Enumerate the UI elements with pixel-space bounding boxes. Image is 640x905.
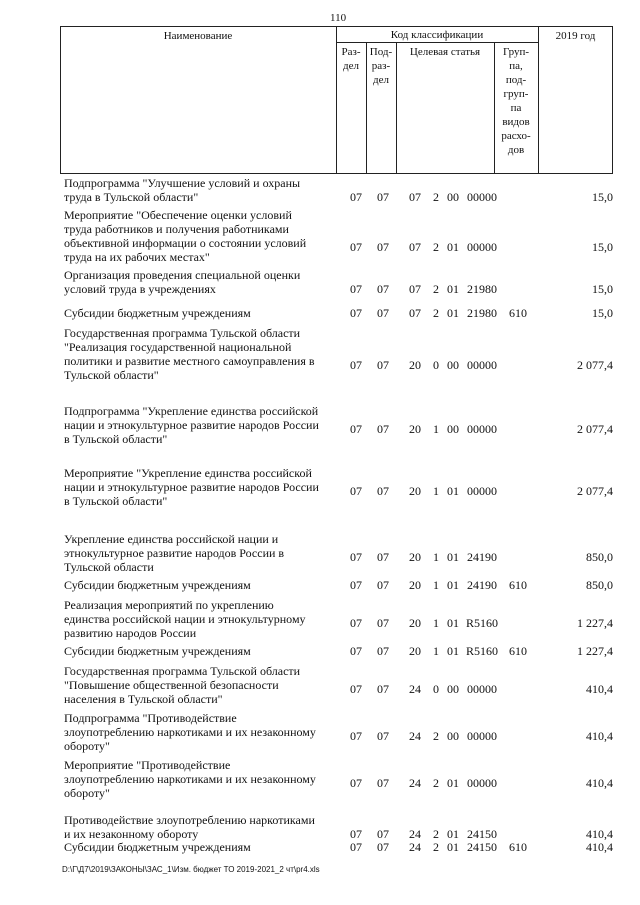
table-row (60, 326, 613, 382)
row-sum: 2 077,4 (577, 358, 613, 372)
row-code-pr: 07 (377, 422, 389, 436)
row-code-c2: 2 (433, 840, 439, 854)
row-code-c1: 07 (409, 240, 421, 254)
row-code-c2: 1 (433, 616, 439, 630)
row-code-vr: 610 (509, 840, 527, 854)
row-code-c3: 00 (447, 422, 459, 436)
row-code-pr: 07 (377, 578, 389, 592)
row-code-pr: 07 (377, 358, 389, 372)
row-name-line: Подпрограмма "Противодействие (64, 711, 237, 725)
row-name (64, 664, 332, 706)
row-code-c1: 07 (409, 190, 421, 204)
row-name-line: политики и развитие местного самоуправления в (64, 354, 315, 368)
table-row (60, 208, 613, 264)
header-code: Код классификации (390, 29, 484, 41)
row-name-line: и их незаконному обороту (64, 827, 199, 841)
row-sum: 850,0 (586, 550, 613, 564)
row-name-line: "Реализация государственной национальной (64, 340, 292, 354)
row-code-r: 07 (350, 827, 362, 841)
row-name-line: Тульской области (64, 560, 154, 574)
row-name-line: в Тульской области" (64, 494, 168, 508)
row-name-line: труда в Тульской области" (64, 190, 199, 204)
table-row (60, 176, 613, 204)
row-code-c4: 24150 (467, 827, 497, 841)
row-code-c3: 01 (447, 616, 459, 630)
row-code-c1: 20 (409, 550, 421, 564)
row-code-pr: 07 (377, 776, 389, 790)
row-sum: 410,4 (586, 776, 613, 790)
row-name-line: объективной информации о состоянии условий (64, 236, 307, 250)
row-code-c3: 01 (447, 776, 459, 790)
row-code-c4: 24190 (467, 550, 497, 564)
row-code-r: 07 (350, 616, 362, 630)
row-code-c2: 1 (433, 550, 439, 564)
table-row (60, 758, 613, 800)
row-code-c4: R5160 (465, 644, 498, 658)
row-name (64, 466, 332, 508)
table-row (60, 813, 613, 841)
row-code-c1: 20 (409, 644, 421, 658)
row-code-c3: 00 (447, 190, 459, 204)
row-code-c2: 2 (433, 190, 439, 204)
row-name (64, 813, 332, 841)
row-code-c1: 24 (409, 776, 421, 790)
row-sum: 15,0 (592, 240, 613, 254)
row-code-r: 07 (350, 484, 362, 498)
row-code-c1: 24 (409, 840, 421, 854)
row-code-c4: 24190 (467, 578, 497, 592)
table-row (60, 598, 613, 640)
row-code-c4: 00000 (467, 422, 497, 436)
row-code-c4: R5160 (465, 616, 498, 630)
row-code-c1: 20 (409, 578, 421, 592)
row-name-line: нации и этнокультурное развитие народов России (64, 480, 319, 494)
row-code-c4: 00000 (467, 484, 497, 498)
row-name-line: Укрепление единства российской нации и (64, 532, 279, 546)
row-sum: 15,0 (592, 190, 613, 204)
row-code-c3: 01 (447, 827, 459, 841)
row-name-line: Субсидии бюджетным учреждениям (64, 840, 251, 854)
row-code-r: 07 (350, 306, 362, 320)
row-code-c1: 24 (409, 729, 421, 743)
row-name (64, 176, 332, 204)
row-code-pr: 07 (377, 240, 389, 254)
table-row (60, 664, 613, 706)
row-code-c3: 01 (447, 282, 459, 296)
row-code-c4: 00000 (467, 776, 497, 790)
row-sum: 2 077,4 (577, 422, 613, 436)
row-name-line: населения в Тульской области" (64, 692, 223, 706)
table-row (60, 466, 613, 508)
row-name-line: Подпрограмма "Укрепление единства российской (64, 404, 319, 418)
row-code-c2: 2 (433, 240, 439, 254)
row-code-r: 07 (350, 682, 362, 696)
row-name-line: труда работников и получения работниками (64, 222, 289, 236)
row-sum: 410,4 (586, 827, 613, 841)
row-code-pr: 07 (377, 190, 389, 204)
table-row (60, 840, 613, 854)
row-name (64, 208, 332, 264)
row-code-pr: 07 (377, 840, 389, 854)
header-subsection: Под- раз- дел (369, 46, 393, 86)
row-name-line: Реализация мероприятий по укреплению (64, 598, 274, 612)
table-row (60, 268, 613, 296)
row-name-line: злоупотреблению наркотиками и их незаконному (64, 725, 316, 739)
row-name-line: единства российской нации и этнокультурному (64, 612, 306, 626)
row-code-c2: 0 (433, 358, 439, 372)
row-code-pr: 07 (377, 282, 389, 296)
row-code-c4: 24150 (467, 840, 497, 854)
row-code-vr: 610 (509, 306, 527, 320)
row-code-c4: 00000 (467, 358, 497, 372)
row-code-c2: 1 (433, 644, 439, 658)
row-code-c2: 1 (433, 578, 439, 592)
row-code-c2: 2 (433, 306, 439, 320)
row-name-line: "Повышение общественной безопасности (64, 678, 279, 692)
row-code-c3: 01 (447, 550, 459, 564)
row-name (64, 644, 332, 658)
row-code-pr: 07 (377, 827, 389, 841)
row-code-c2: 0 (433, 682, 439, 696)
row-code-r: 07 (350, 578, 362, 592)
row-code-pr: 07 (377, 616, 389, 630)
row-code-r: 07 (350, 422, 362, 436)
row-code-c1: 20 (409, 358, 421, 372)
row-name (64, 326, 332, 382)
header-year: 2019 год (555, 30, 596, 42)
row-name-line: Мероприятие "Укрепление единства российской (64, 466, 312, 480)
row-name-line: Субсидии бюджетным учреждениям (64, 578, 251, 592)
row-name (64, 532, 332, 574)
row-code-vr: 610 (509, 644, 527, 658)
row-code-r: 07 (350, 644, 362, 658)
row-code-c3: 01 (447, 644, 459, 658)
row-name-line: Субсидии бюджетным учреждениям (64, 306, 251, 320)
table-row (60, 644, 613, 658)
file-path-footer: D:\Г\Д7\2019\ЗАКОНЫ\ЗАС_1\Изм. бюджет ТО 2019-2021_2 чт\pr4.xls (62, 865, 320, 874)
row-code-c3: 00 (447, 729, 459, 743)
row-code-c3: 01 (447, 484, 459, 498)
row-code-r: 07 (350, 190, 362, 204)
row-code-pr: 07 (377, 550, 389, 564)
row-code-r: 07 (350, 840, 362, 854)
row-name-line: Государственная программа Тульской области (64, 326, 301, 340)
row-code-r: 07 (350, 282, 362, 296)
row-name-line: труда на их рабочих местах" (64, 250, 210, 264)
row-name-line: в Тульской области" (64, 432, 168, 446)
row-code-c4: 00000 (467, 729, 497, 743)
row-code-c3: 00 (447, 682, 459, 696)
row-name (64, 306, 332, 320)
row-code-c1: 24 (409, 682, 421, 696)
row-name-line: Мероприятие "Обеспечение оценки условий (64, 208, 292, 222)
row-code-pr: 07 (377, 682, 389, 696)
row-sum: 15,0 (592, 282, 613, 296)
row-code-r: 07 (350, 240, 362, 254)
row-name-line: Организация проведения специальной оценки (64, 268, 301, 282)
row-code-c1: 20 (409, 616, 421, 630)
row-name-line: Мероприятие "Противодействие (64, 758, 231, 772)
page-number: 110 (330, 12, 347, 24)
table-row (60, 532, 613, 574)
row-name-line: обороту" (64, 739, 110, 753)
row-code-r: 07 (350, 550, 362, 564)
row-code-pr: 07 (377, 484, 389, 498)
row-name-line: условий труда в учреждениях (64, 282, 216, 296)
row-sum: 15,0 (592, 306, 613, 320)
row-code-c2: 2 (433, 776, 439, 790)
row-name-line: обороту" (64, 786, 110, 800)
row-code-c1: 20 (409, 422, 421, 436)
table-row (60, 404, 613, 446)
row-code-c4: 21980 (467, 282, 497, 296)
row-name (64, 758, 332, 800)
row-code-c3: 01 (447, 840, 459, 854)
table-header (60, 26, 613, 174)
row-code-c3: 01 (447, 578, 459, 592)
row-code-c2: 1 (433, 484, 439, 498)
row-code-c1: 24 (409, 827, 421, 841)
row-name-line: злоупотреблению наркотиками и их незаконному (64, 772, 316, 786)
row-code-r: 07 (350, 729, 362, 743)
row-sum: 410,4 (586, 729, 613, 743)
header-name: Наименование (163, 30, 233, 42)
row-name (64, 578, 332, 592)
row-name (64, 711, 332, 753)
row-code-c1: 07 (409, 306, 421, 320)
row-name (64, 598, 332, 640)
row-name-line: Государственная программа Тульской области (64, 664, 301, 678)
row-code-c3: 01 (447, 240, 459, 254)
row-code-c3: 00 (447, 358, 459, 372)
row-code-r: 07 (350, 358, 362, 372)
row-name-line: Тульской области" (64, 368, 159, 382)
row-code-c4: 21980 (467, 306, 497, 320)
row-code-c1: 07 (409, 282, 421, 296)
row-code-pr: 07 (377, 644, 389, 658)
row-code-c3: 01 (447, 306, 459, 320)
row-sum: 1 227,4 (577, 616, 613, 630)
row-name-line: нации и этнокультурное развитие народов России (64, 418, 319, 432)
row-sum: 2 077,4 (577, 484, 613, 498)
row-code-vr: 610 (509, 578, 527, 592)
row-name (64, 404, 332, 446)
row-name (64, 840, 332, 854)
table-row (60, 578, 613, 592)
row-code-c2: 2 (433, 827, 439, 841)
row-name (64, 268, 332, 296)
row-code-c4: 00000 (467, 190, 497, 204)
row-code-c1: 20 (409, 484, 421, 498)
row-name-line: развитию народов России (64, 626, 197, 640)
row-code-c4: 00000 (467, 240, 497, 254)
row-name-line: этнокультурное развитие народов России в (64, 546, 285, 560)
row-code-c4: 00000 (467, 682, 497, 696)
row-sum: 410,4 (586, 840, 613, 854)
row-code-r: 07 (350, 776, 362, 790)
row-sum: 410,4 (586, 682, 613, 696)
row-name-line: Субсидии бюджетным учреждениям (64, 644, 251, 658)
row-sum: 1 227,4 (577, 644, 613, 658)
header-target: Целевая статья (409, 46, 481, 58)
table-row (60, 306, 613, 320)
row-sum: 850,0 (586, 578, 613, 592)
header-group: Груп- па, под- груп- па видов расхо- дов (501, 46, 531, 156)
row-code-c2: 2 (433, 729, 439, 743)
row-name-line: Подпрограмма "Улучшение условий и охраны (64, 176, 301, 190)
row-code-pr: 07 (377, 306, 389, 320)
row-name-line: Противодействие злоупотреблению наркотиками (64, 813, 315, 827)
row-code-c2: 2 (433, 282, 439, 296)
header-section: Раз- дел (341, 46, 361, 72)
table-row (60, 711, 613, 753)
row-code-c2: 1 (433, 422, 439, 436)
row-code-pr: 07 (377, 729, 389, 743)
